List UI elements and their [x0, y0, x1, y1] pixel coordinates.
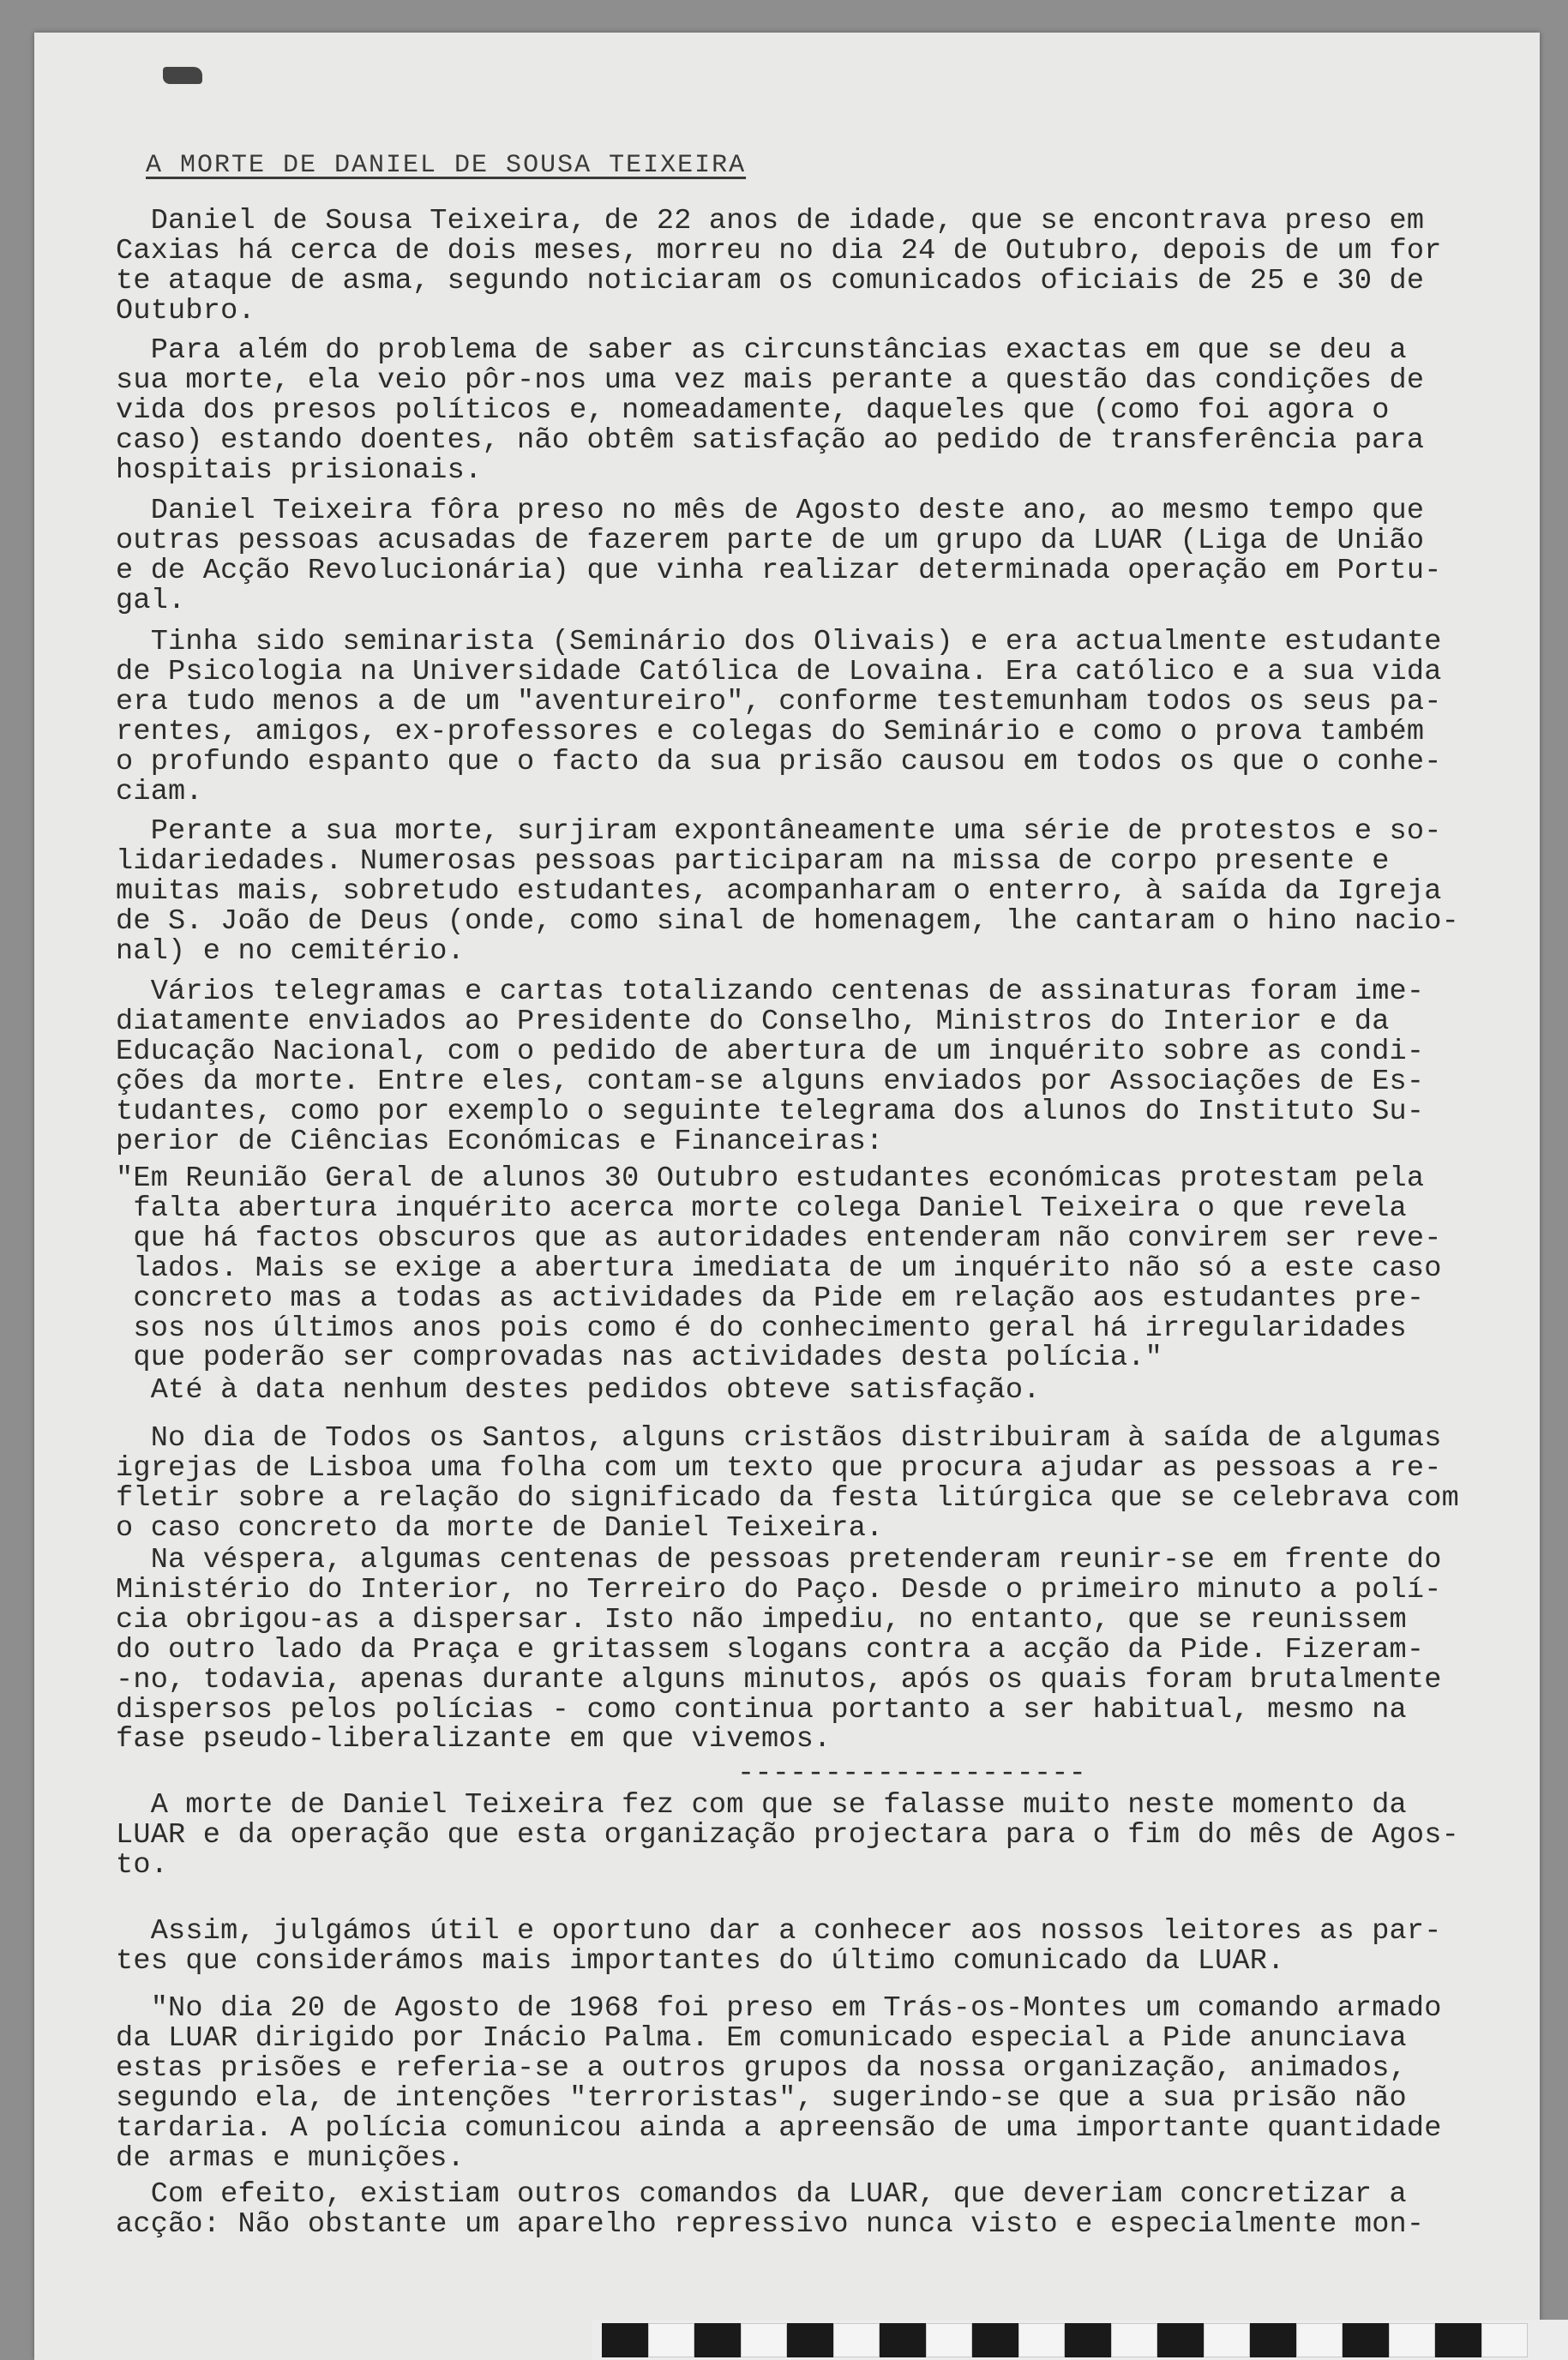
section-separator: -------------------- [737, 1757, 1087, 1790]
paragraph: Assim, julgámos útil e oportuno dar a conhecer aos nossos leitores as par- tes que considerámos mais importantes do último comunicado da LUAR. [116, 1915, 1442, 1978]
paragraph: Vários telegramas e cartas totalizando centenas de assinaturas foram ime- diatamente enviados ao Presidente do Conselho, Ministros do Interior e da Educação Nacional, com o pedido de abertura de um inquérito sobre as condi- ções da morte. Entre eles, contam-se alguns enviados por Associações de Es- tudantes, como por exemplo o seguinte telegrama dos alunos do Instituto Su- perior de Ciências Económicas e Financeiras: [116, 976, 1425, 1158]
scale-segment [1065, 2323, 1111, 2357]
scale-segment [1018, 2323, 1065, 2357]
scale-segment [880, 2323, 926, 2357]
scale-segment [694, 2323, 741, 2357]
scale-segment [926, 2323, 972, 2357]
scale-segment [648, 2323, 694, 2357]
scale-segment [1111, 2323, 1157, 2357]
paragraph: A morte de Daniel Teixeira fez com que se falasse muito neste momento da LUAR e da operação que esta organização projectara para o fim do mês de Agos- to. [116, 1789, 1459, 1882]
paragraph: Tinha sido seminarista (Seminário dos Olivais) e era actualmente estudante de Psicologia na Universidade Católica de Lovaina. Era católico e a sua vida era tudo menos a de um "aventureiro", conforme testemunham todos os seus pa- rentes, amigos, ex-professores e colegas do Seminário e como o prova também o profundo espanto que o facto da sua prisão causou em todos os que o conhe- ciam. [116, 626, 1442, 808]
paragraph: Com efeito, existiam outros comandos da LUAR, que deveriam concretizar a acção: Não obstante um aparelho repressivo nunca visto e especialmente mon- [116, 2178, 1425, 2241]
scale-segment [602, 2323, 648, 2357]
scale-segment [1435, 2323, 1481, 2357]
scale-segment [972, 2323, 1018, 2357]
paragraph: Daniel Teixeira fôra preso no mês de Agosto deste ano, ao mesmo tempo que outras pessoas acusadas de fazerem parte de um grupo da LUAR (Liga de União e de Acção Revolucionária) que vinha realizar determinada operação em Portu- gal. [116, 495, 1442, 617]
paragraph: Até à data nenhum destes pedidos obteve satisfação. [116, 1374, 1041, 1407]
color-scale-bar [592, 2320, 1568, 2360]
paragraph: Na véspera, algumas centenas de pessoas pretenderam reunir-se em frente do Ministério do Interior, no Terreiro do Paço. Desde o primeiro minuto a polí- cia obrigou-as a dispersar. Isto não impediu, no entanto, que se reunissem do outro lado da Praça e gritassem slogans contra a acção da Pide. Fizeram- -no, todavia, apenas durante alguns minutos, após os quais foram brutalmente dispersos pelos polícias - como continua portanto a ser habitual, mesmo na fase pseudo-liberalizante em que vivemos. [116, 1544, 1442, 1756]
paragraph: Para além do problema de saber as circunstâncias exactas em que se deu a sua morte, ela veio pôr-nos uma vez mais perante a questão das condições de vida dos presos políticos e, nomeadamente, daqueles que (como foi agora o caso) estando doentes, não obtêm satisfação ao pedido de transferência para hospitais prisionais. [116, 334, 1425, 487]
paragraph: Daniel de Sousa Teixeira, de 22 anos de idade, que se encontrava preso em Caxias há cerca de dois meses, morreu no dia 24 de Outubro, depois de um for te ataque de asma, segundo noticiaram os comunicados oficiais de 25 e 30 de Outubro. [116, 205, 1442, 327]
document-page [34, 33, 1540, 2360]
paragraph: Perante a sua morte, surjiram expontâneamente uma série de protestos e so- lidariedades. Numerosas pessoas participaram na missa de corpo presente e muitas mais, sobretudo estudantes, acompanharam o enterro, à saída da Igreja de S. João de Deus (onde, como sinal de homenagem, lhe cantaram o hino nacio- nal) e no cemitério. [116, 815, 1459, 968]
scale-segment [1343, 2323, 1389, 2357]
scale-segment [741, 2323, 787, 2357]
binder-clip-mark [163, 67, 202, 84]
scale-segment [1157, 2323, 1204, 2357]
quoted-communique: "No dia 20 de Agosto de 1968 foi preso em Trás-os-Montes um comando armado da LUAR dirigido por Inácio Palma. Em comunicado especial a Pide anunciava estas prisões e referia-se a outros grupos da nossa organização, animados, segundo ela, de intenções "terroristas", sugerindo-se que a sua prisão não tardaria. A polícia comunicou ainda a apreensão de uma importante quantidade de armas e munições. [116, 1992, 1442, 2175]
scale-segment [833, 2323, 880, 2357]
paragraph: No dia de Todos os Santos, alguns cristãos distribuiram à saída de algumas igrejas de Lisboa uma folha com um texto que procura ajudar as pessoas a re- fletir sobre a relação do significado da festa litúrgica que se celebrava com o caso concreto da morte de Daniel Teixeira. [116, 1422, 1459, 1545]
scale-segment [1296, 2323, 1343, 2357]
scale-segment [1250, 2323, 1296, 2357]
scale-segment [1204, 2323, 1250, 2357]
scale-segment [1389, 2323, 1435, 2357]
scale-segment [787, 2323, 833, 2357]
quoted-telegram: "Em Reunião Geral de alunos 30 Outubro estudantes económicas protestam pela falta abertura inquérito acerca morte colega Daniel Teixeira o que revela que há factos obscuros que as autoridades entenderam não convirem ser reve- lados. Mais se exige a abertura imediata de um inquérito não só a este caso concreto mas a todas as actividades da Pide em relação aos estudantes pre- sos nos últimos anos pois como é do conhecimento geral há irregularidades que poderão ser comprovadas nas actividades desta polícia." [116, 1162, 1442, 1375]
scale-segment [1481, 2323, 1528, 2357]
document-title: A MORTE DE DANIEL DE SOUSA TEIXEIRA [146, 151, 747, 180]
